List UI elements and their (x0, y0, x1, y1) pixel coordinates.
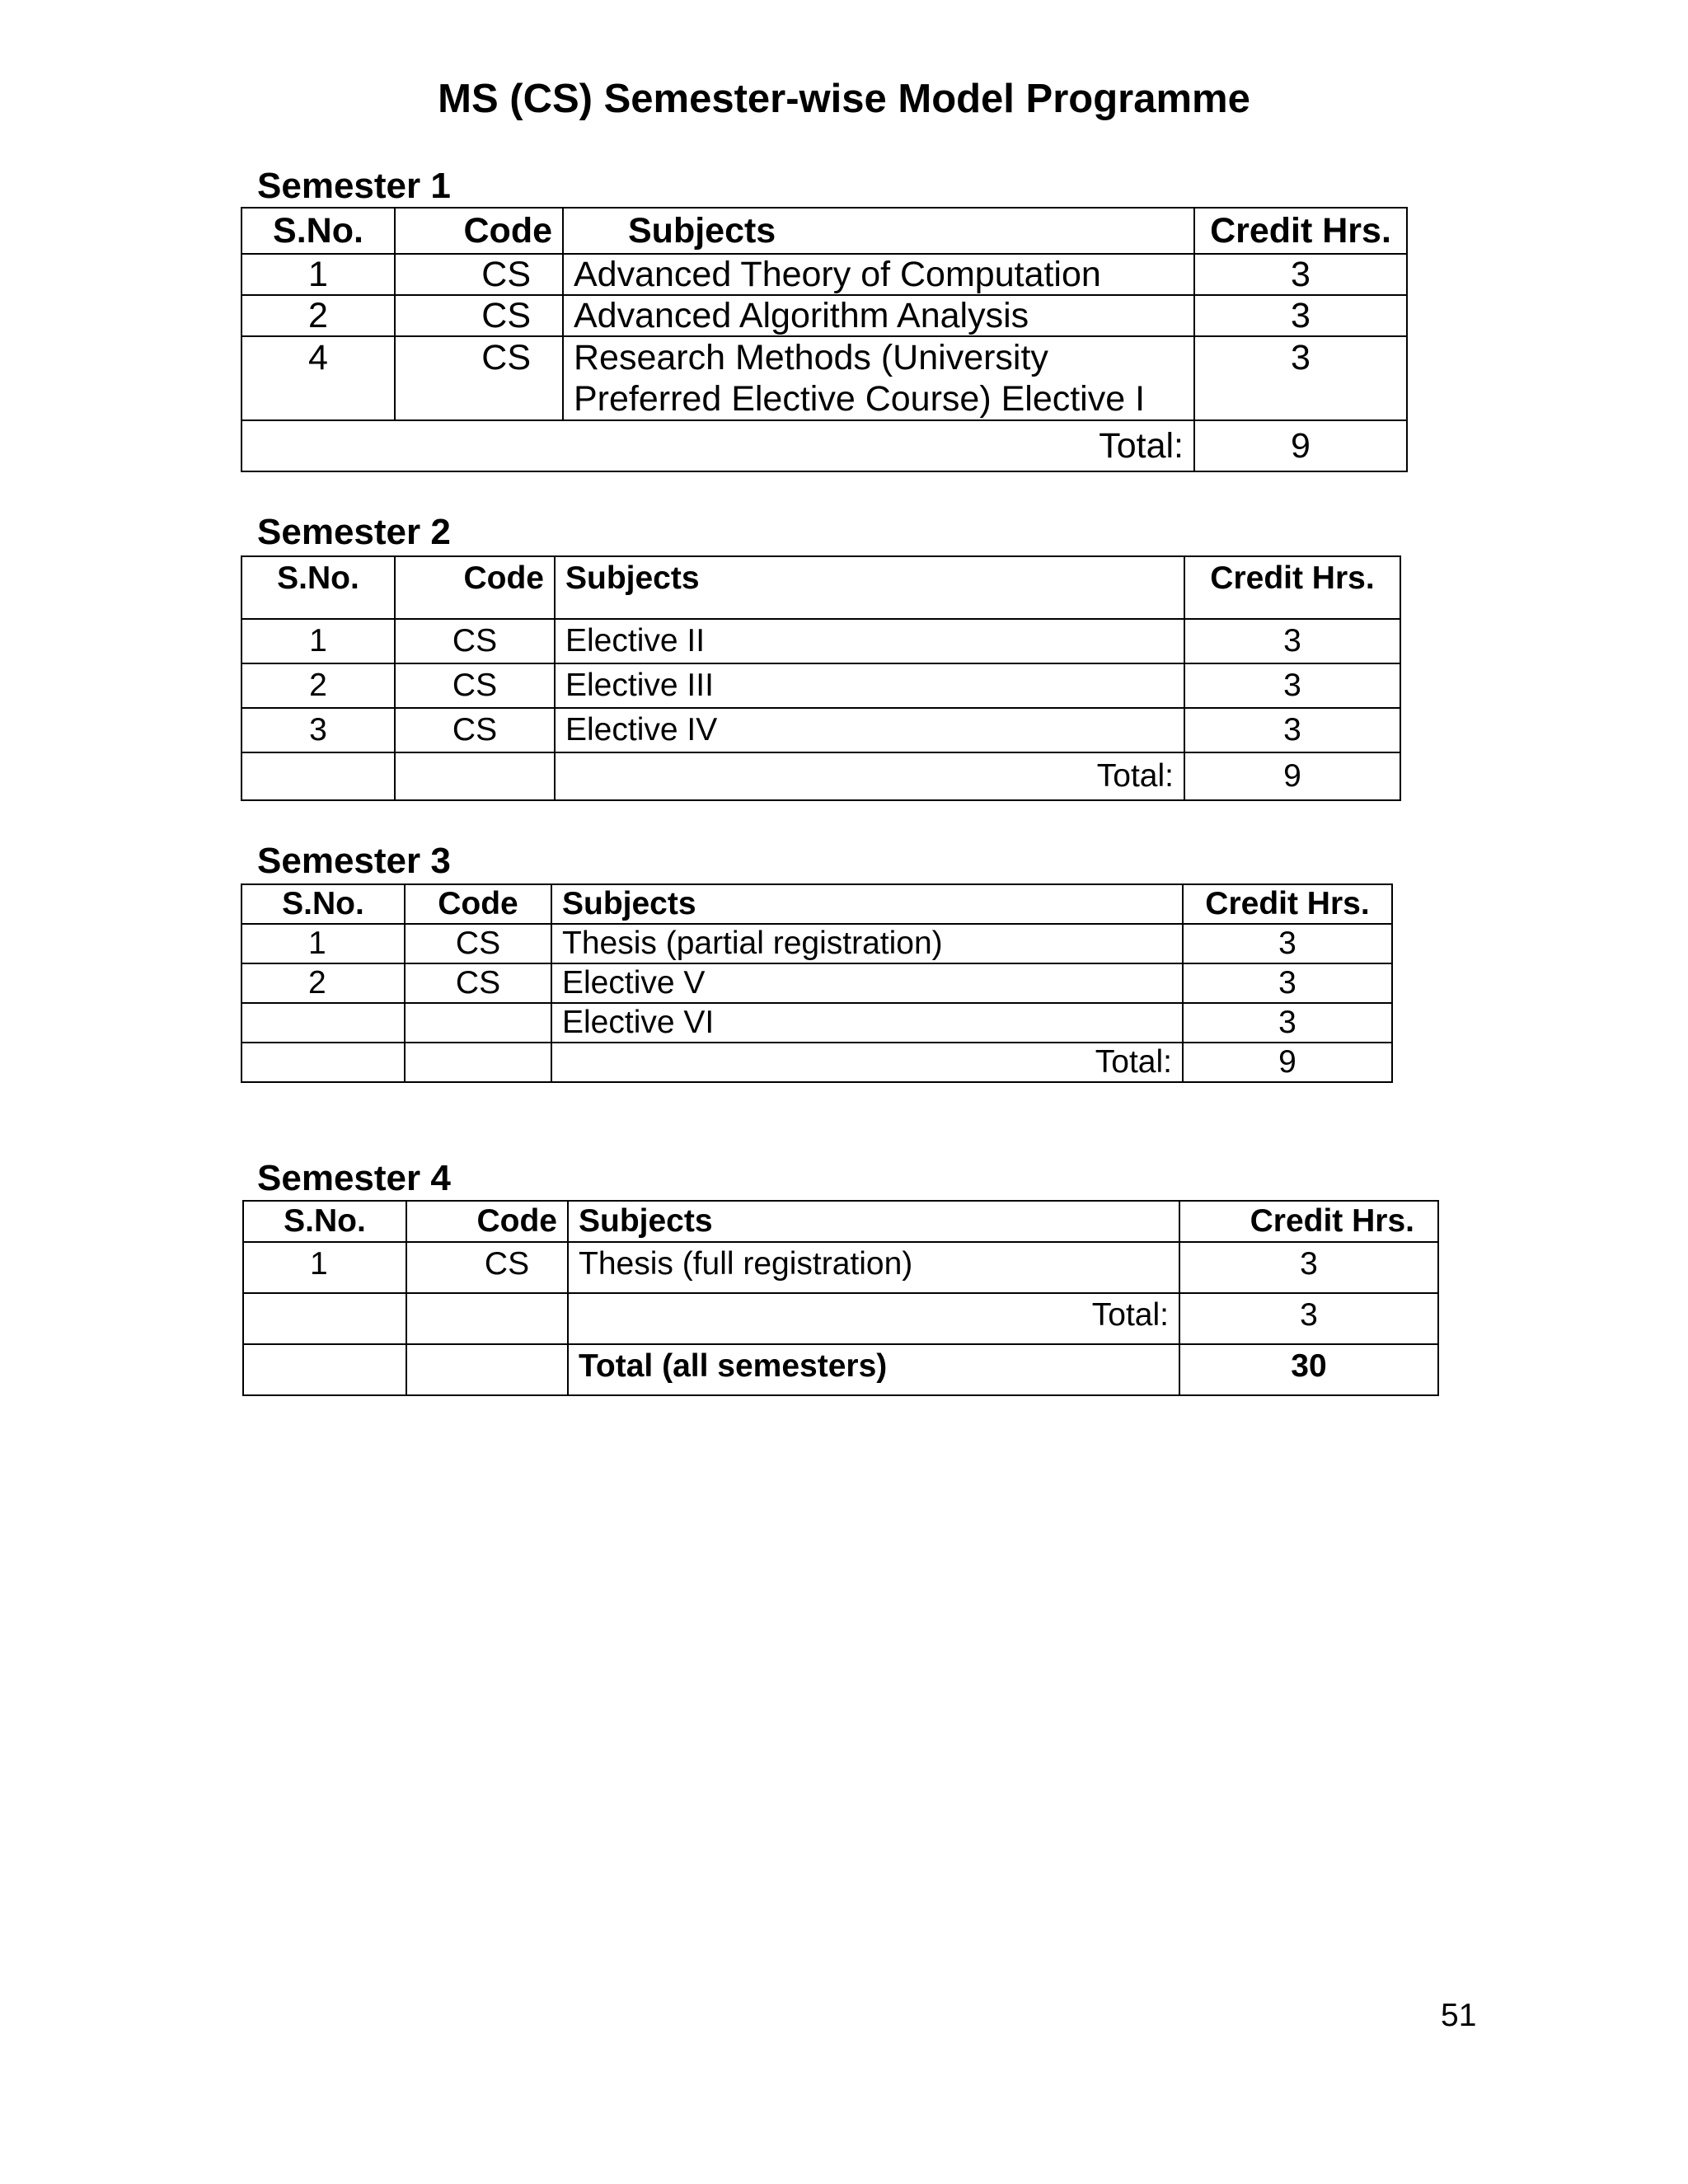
semester-4-table (242, 1200, 1439, 1396)
code-header: Code (406, 1201, 568, 1242)
total-label: Total: (241, 420, 1194, 471)
sno-cell: 1 (241, 619, 395, 663)
table-header-row (241, 208, 1407, 254)
sno-cell: 2 (241, 963, 405, 1003)
semester-2-table (241, 555, 1401, 801)
credit-cell: 3 (1194, 295, 1407, 336)
empty-cell (406, 1344, 568, 1395)
table-header-row (241, 556, 1400, 619)
subjects-header: Subjects (563, 208, 1194, 254)
subject-cell: Elective VI (551, 1003, 1183, 1043)
code-header: Code (405, 884, 551, 924)
subject-cell: Elective V (551, 963, 1183, 1003)
total-row (241, 420, 1407, 471)
empty-cell (243, 1293, 406, 1344)
table-row (241, 924, 1392, 963)
credit-header: Credit Hrs. (1184, 556, 1400, 619)
table-header-row (241, 884, 1392, 924)
sno-header: S.No. (243, 1201, 406, 1242)
subject-cell: Advanced Theory of Computation (563, 254, 1194, 295)
total-value: 9 (1184, 752, 1400, 800)
credit-cell: 3 (1183, 924, 1392, 963)
code-cell (405, 1003, 551, 1043)
code-cell: CS (395, 254, 563, 295)
grand-total-value: 30 (1179, 1344, 1438, 1395)
sno-cell: 2 (241, 663, 395, 708)
subject-cell: Thesis (full registration) (568, 1242, 1179, 1293)
subjects-header: Subjects (568, 1201, 1179, 1242)
semester-3-heading: Semester 3 (257, 841, 451, 881)
credit-cell: 3 (1183, 1003, 1392, 1043)
subjects-header: Subjects (551, 884, 1183, 924)
grand-total-label: Total (all semesters) (568, 1344, 1179, 1395)
sno-cell: 4 (241, 336, 395, 420)
semester-1-heading: Semester 1 (257, 166, 451, 206)
table-row (241, 295, 1407, 336)
credit-cell: 3 (1194, 254, 1407, 295)
subject-cell: Elective II (555, 619, 1184, 663)
table-row (241, 336, 1407, 420)
code-cell: CS (395, 336, 563, 420)
semester-2-heading: Semester 2 (257, 512, 451, 552)
empty-cell (241, 1043, 405, 1082)
total-row (241, 752, 1400, 800)
grand-total-row (243, 1344, 1438, 1395)
credit-cell: 3 (1184, 663, 1400, 708)
total-label: Total: (551, 1043, 1183, 1082)
sno-cell: 3 (241, 708, 395, 752)
semester-3-table (241, 883, 1393, 1083)
total-label: Total: (555, 752, 1184, 800)
credit-cell: 3 (1184, 619, 1400, 663)
sno-cell: 1 (241, 924, 405, 963)
subject-cell: Thesis (partial registration) (551, 924, 1183, 963)
sno-cell: 2 (241, 295, 395, 336)
empty-cell (243, 1344, 406, 1395)
total-value: 9 (1183, 1043, 1392, 1082)
sno-cell (241, 1003, 405, 1043)
empty-cell (395, 752, 555, 800)
code-cell: CS (395, 619, 555, 663)
code-cell: CS (395, 663, 555, 708)
credit-header: Credit Hrs. (1179, 1201, 1438, 1242)
sno-cell: 1 (241, 254, 395, 295)
code-cell: CS (405, 924, 551, 963)
sno-header: S.No. (241, 208, 395, 254)
semester-1-table (241, 207, 1408, 472)
empty-cell (405, 1043, 551, 1082)
table-header-row (243, 1201, 1438, 1242)
empty-cell (241, 752, 395, 800)
table-row (241, 663, 1400, 708)
subject-cell: Elective III (555, 663, 1184, 708)
table-row (241, 254, 1407, 295)
credit-cell: 3 (1179, 1242, 1438, 1293)
subjects-header: Subjects (555, 556, 1184, 619)
code-header: Code (395, 556, 555, 619)
total-value: 9 (1194, 420, 1407, 471)
table-row (241, 963, 1392, 1003)
table-row (241, 619, 1400, 663)
credit-header: Credit Hrs. (1194, 208, 1407, 254)
total-value: 3 (1179, 1293, 1438, 1344)
total-label: Total: (568, 1293, 1179, 1344)
sno-cell: 1 (243, 1242, 406, 1293)
subject-cell: Research Methods (University Preferred Elective Course) Elective I (563, 336, 1194, 420)
page-number: 51 (1441, 1998, 1477, 2033)
total-row (243, 1293, 1438, 1344)
credit-cell: 3 (1183, 963, 1392, 1003)
code-cell: CS (395, 708, 555, 752)
subject-cell: Advanced Algorithm Analysis (563, 295, 1194, 336)
total-row (241, 1043, 1392, 1082)
semester-4-heading: Semester 4 (257, 1158, 451, 1198)
table-row (243, 1242, 1438, 1293)
code-header: Code (395, 208, 563, 254)
subject-cell: Elective IV (555, 708, 1184, 752)
page-title: MS (CS) Semester-wise Model Programme (438, 77, 1250, 121)
code-cell: CS (405, 963, 551, 1003)
sno-header: S.No. (241, 884, 405, 924)
empty-cell (406, 1293, 568, 1344)
sno-header: S.No. (241, 556, 395, 619)
table-row (241, 1003, 1392, 1043)
code-cell: CS (406, 1242, 568, 1293)
credit-cell: 3 (1184, 708, 1400, 752)
credit-header: Credit Hrs. (1183, 884, 1392, 924)
credit-cell: 3 (1194, 336, 1407, 420)
table-row (241, 708, 1400, 752)
code-cell: CS (395, 295, 563, 336)
